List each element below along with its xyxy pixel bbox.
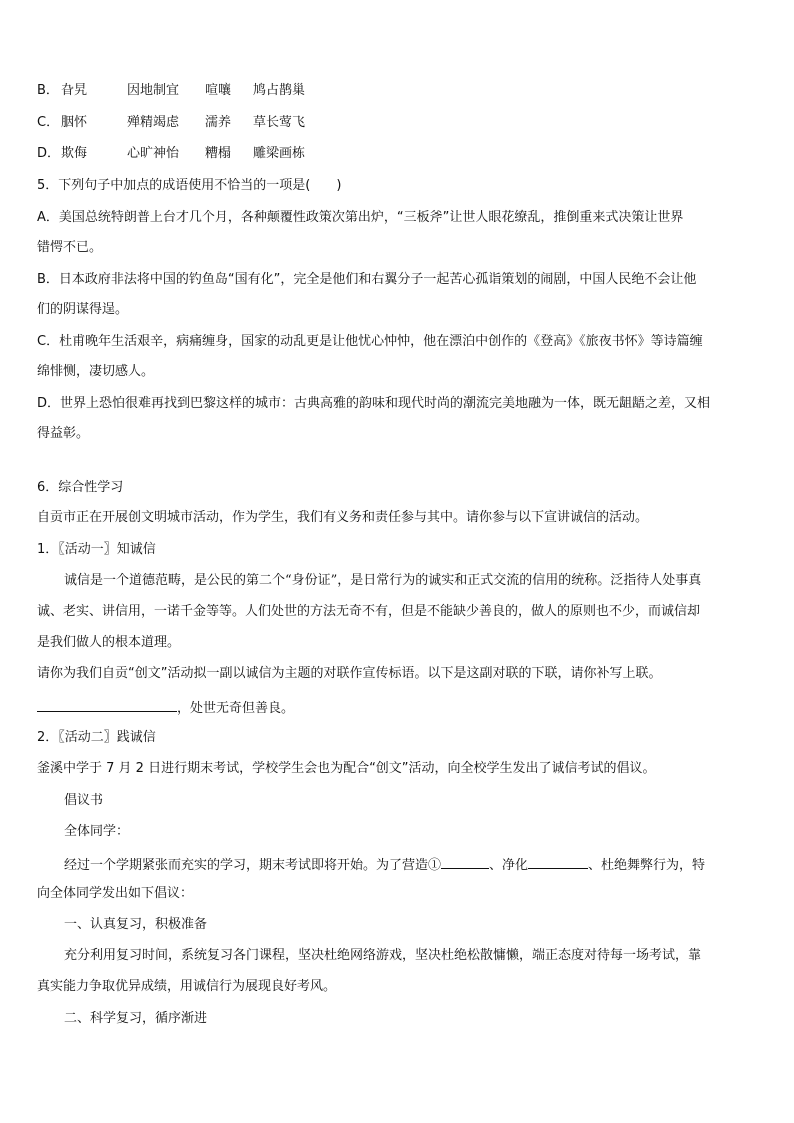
q5-option-c-line1: C．杜甫晚年生活艰辛，病痛缠身，国家的动乱更是让他忧心忡忡，他在漂泊中创作的《登高》《旅夜书怀》等诗篇缠 xyxy=(37,334,703,349)
activity-2-text: 釜溪中学于 7 月 2 日进行期末考试，学校学生会也为配合“创文”活动，向全校学生发出了诚信考试的倡议。 xyxy=(37,761,656,776)
option-c: C． 胭怀 殚精竭虑 濡养 草长莺飞 xyxy=(37,115,306,130)
couplet-answer-blank[interactable] xyxy=(37,697,177,712)
q5-option-b-line1: B．日本政府非法将中国的钓鱼岛“国有化”，完全是他们和右翼分子一起苦心孤诣策划的闹剧，中国人民绝不会让他 xyxy=(37,272,697,287)
couplet-answer-line xyxy=(37,697,294,718)
blank-2[interactable] xyxy=(528,854,588,869)
q5-option-c-line2: 绵悱恻，凄切感人。 xyxy=(37,364,155,379)
question-6-intro: 自贡市正在开展创文明城市活动，作为学生，我们有义务和责任参与其中。请你参与以下宣讲诚信的活动。 xyxy=(37,510,649,525)
activity-1-prompt: 请你为我们自贡“创文”活动拟一副以诚信为主题的对联作宣传标语。以下是这副对联的下联，请你补写上联。 xyxy=(37,666,662,681)
q5-option-a-line2: 错愕不已。 xyxy=(37,240,103,255)
proposal-body-line1: 经过一个学期紧张而充实的学习，期末考试即将开始。为了营造① 、净化 、杜绝舞弊行为，特 xyxy=(64,854,705,875)
activity-1-text-line1: 诚信是一个道德范畴，是公民的第二个“身份证”，是日常行为的诚实和正式交流的信用的统称。泛指待人处事真 xyxy=(64,573,702,588)
q5-option-b-line2: 们的阴谋得逞。 xyxy=(37,302,129,317)
activity-2-title: 2．〖活动二〗践诚信 xyxy=(37,730,156,745)
q5-option-d-line1: D．世界上恐怕很难再找到巴黎这样的城市：古典高雅的韵味和现代时尚的潮流完美地融为一体，既无龃龉之差，又相 xyxy=(37,396,711,411)
proposal-item-2-title: 二、科学复习，循序渐进 xyxy=(64,1011,208,1026)
q5-option-d-line2: 得益彰。 xyxy=(37,426,90,441)
q5-option-a-line1: A．美国总统特朗普上台才几个月，各种颠覆性政策次第出炉，“三板斧”让世人眼花缭乱，推倒重来式决策让世界 xyxy=(37,210,684,225)
proposal-item-1-title: 一、认真复习，积极准备 xyxy=(64,917,208,932)
activity-1-text-line2: 诚、老实、讲信用，一诺千金等等。人们处世的方法无奇不有，但是不能缺少善良的，做人的原则也不少，而诚信却 xyxy=(37,604,701,619)
activity-1-title: 1．〖活动一〗知诚信 xyxy=(37,542,156,557)
proposal-item-1-text-line1: 充分利用复习时间，系统复习各门课程，坚决杜绝网络游戏，坚决杜绝松散慵懒，端正态度对待每一场考试，靠 xyxy=(64,948,702,963)
couplet-second-half: ，处世无奇但善良。 xyxy=(177,701,295,716)
activity-1-text-line3: 是我们做人的根本道理。 xyxy=(37,635,181,650)
proposal-item-1-text-line2: 真实能力争取优异成绩，用诚信行为展现良好考风。 xyxy=(37,979,337,994)
proposal-heading: 倡议书 xyxy=(64,793,104,808)
option-d: D．欺侮 心旷神怡 糟榻 雕梁画栋 xyxy=(37,146,306,161)
proposal-greeting: 全体同学： xyxy=(64,824,130,839)
question-5-stem: 5．下列句子中加点的成语使用不恰当的一项是( ) xyxy=(37,178,342,193)
proposal-body-line2: 向全体同学发出如下倡议： xyxy=(37,886,194,901)
question-6-title: 6．综合性学习 xyxy=(37,480,124,495)
option-b: B． 旮旯 因地制宜 喧嚷 鸠占鹊巢 xyxy=(37,83,306,98)
blank-1[interactable] xyxy=(441,854,489,869)
